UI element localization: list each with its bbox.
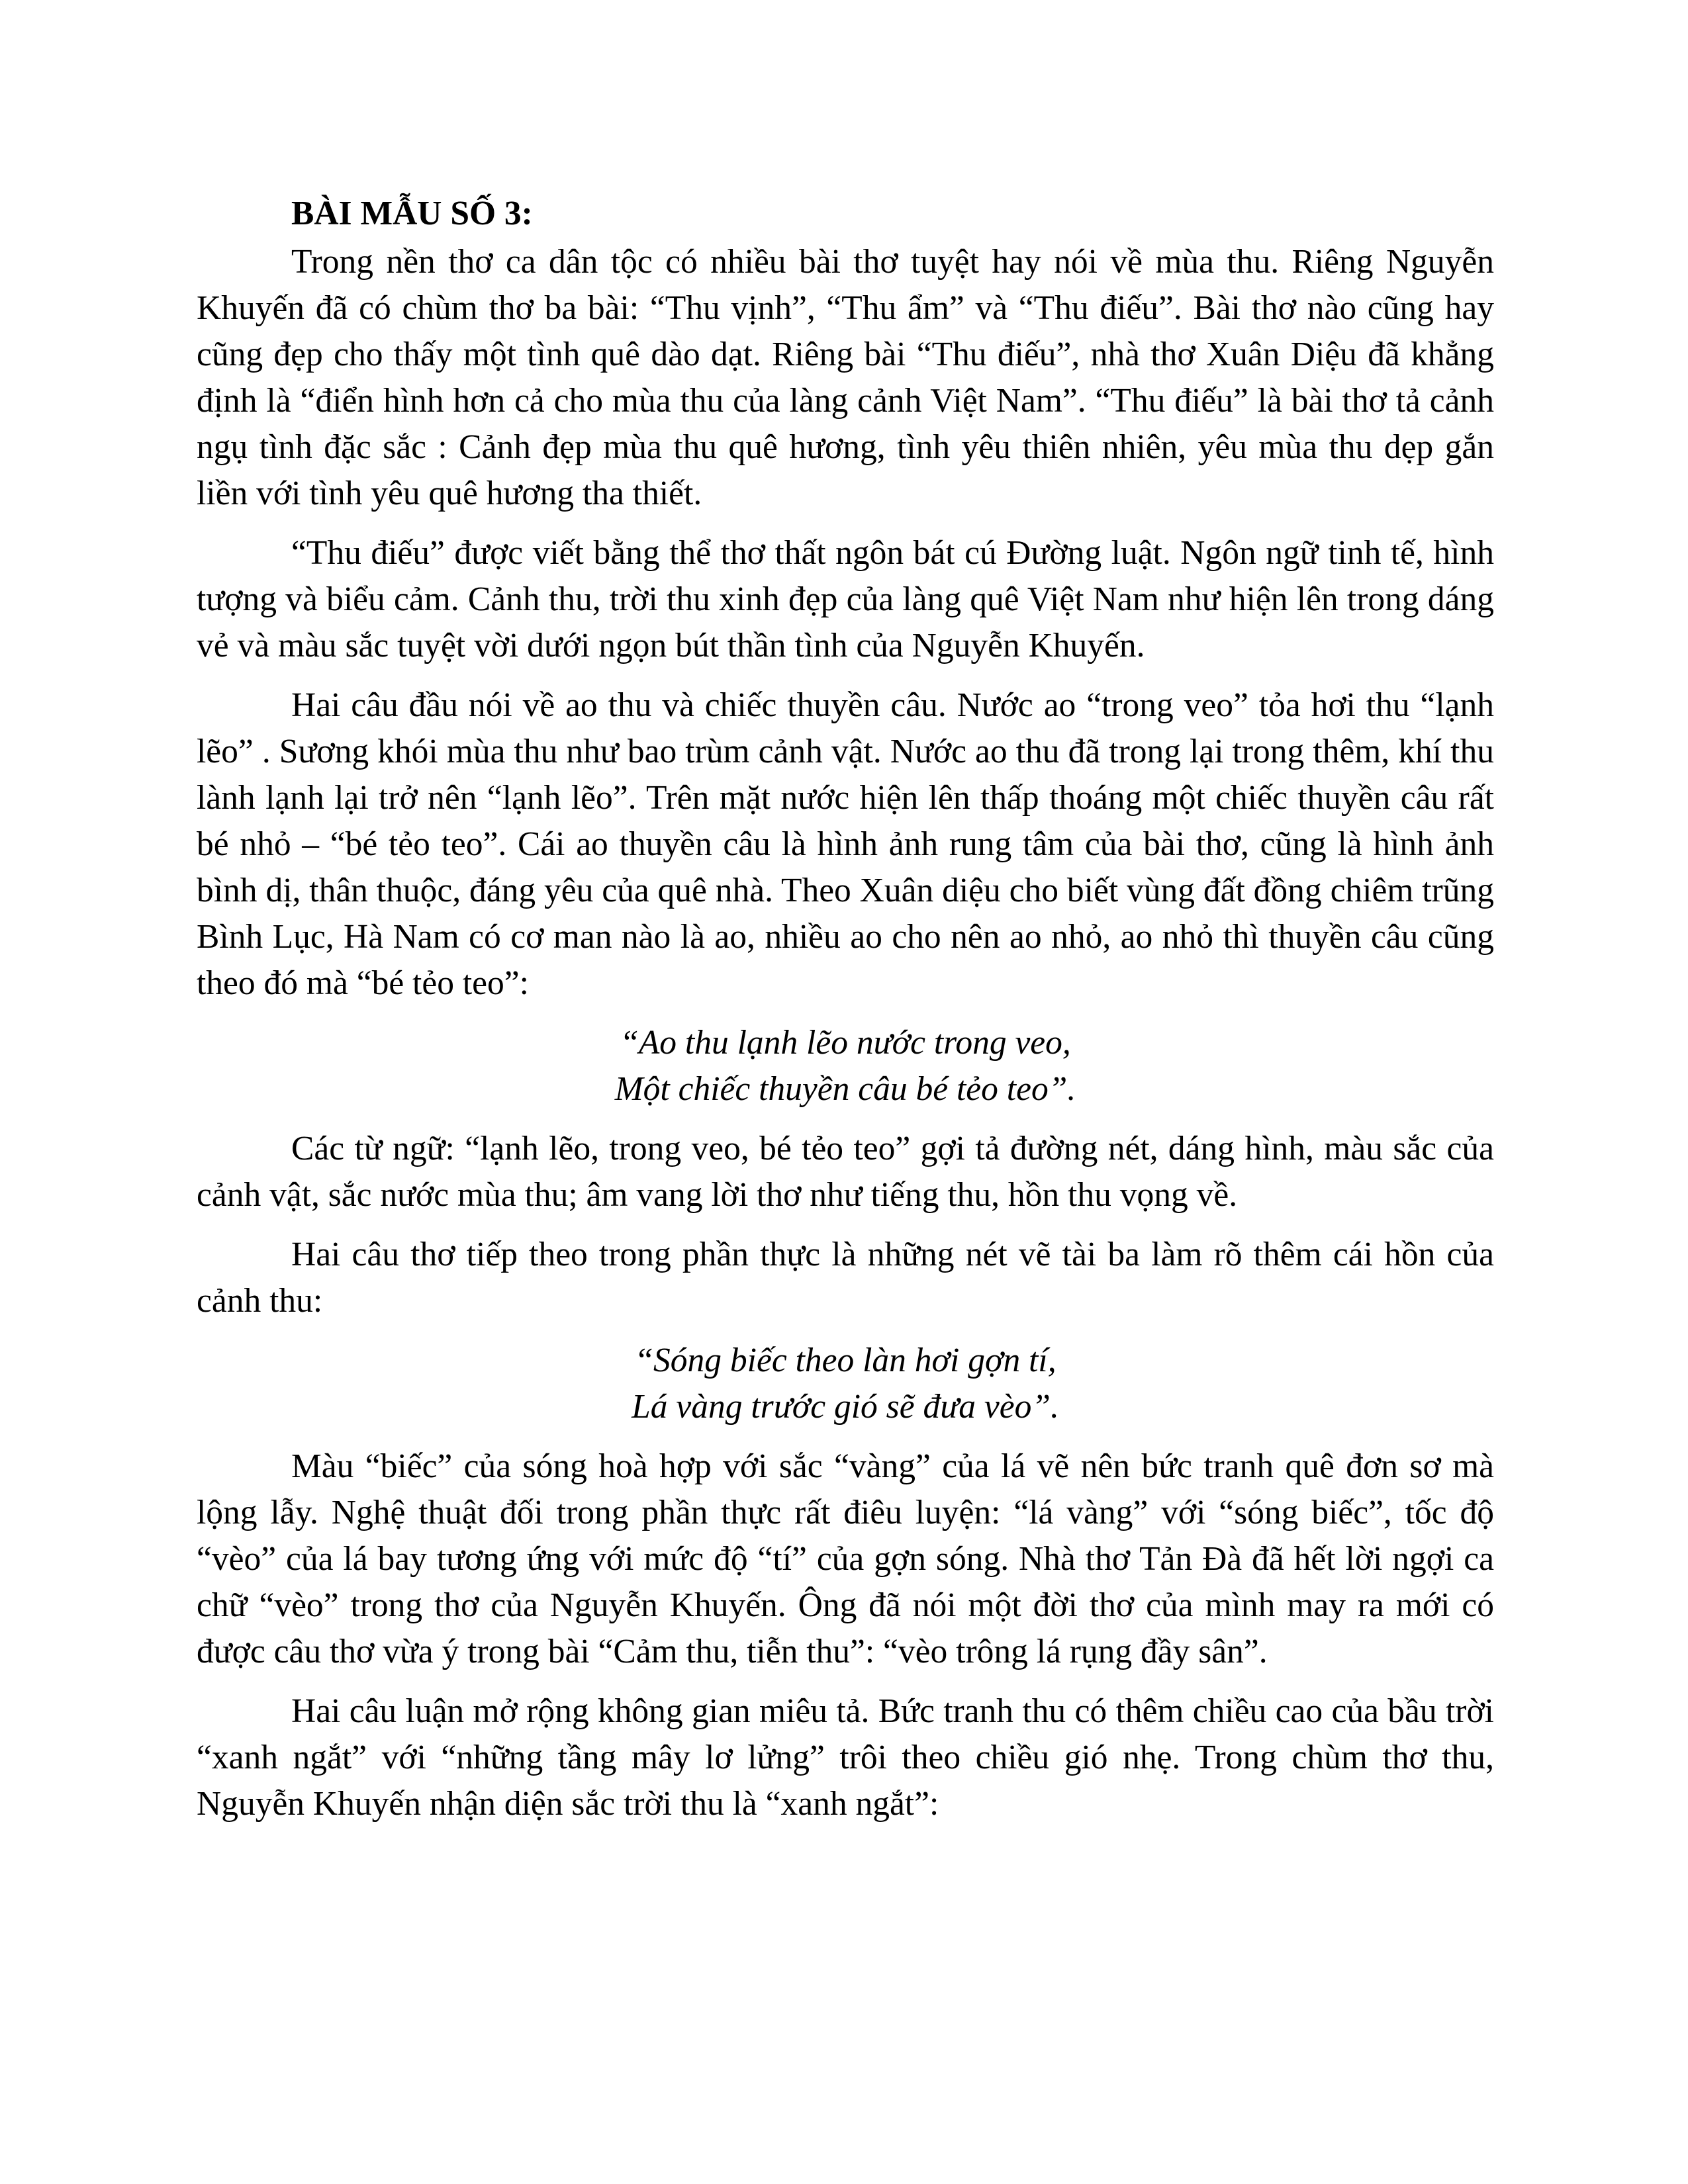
poem-line: “Sóng biếc theo làn hơi gợn tí, <box>634 1342 1056 1379</box>
paragraph-form: “Thu điếu” được viết bằng thể thơ thất ngôn bát cú Đường luật. Ngôn ngữ tinh tế, hình tượng và biểu cảm. Cảnh thu, trời thu xinh đẹp của làng quê Việt Nam như hiện lên trong dáng vẻ và màu sắc tuyệt vời dưới ngọn bút thần tình của Nguyễn Khuyến. <box>197 534 1494 664</box>
poem-line: Lá vàng trước gió sẽ đưa vèo”. <box>632 1388 1059 1426</box>
paragraph-intro: Trong nền thơ ca dân tộc có nhiều bài thơ tuyệt hay nói về mùa thu. Riêng Nguyễn Khuyến đã có chùm thơ ba bài: “Thu vịnh”, “Thu ẩm” và “Thu điếu”. Bài thơ nào cũng hay cũng đẹp cho thấy một tình quê dào dạt. Riêng bài “Thu điếu”, nhà thơ Xuân Diệu đã khẳng định là “điển hình hơn cả cho mùa thu của làng cảnh Việt Nam”. “Thu điếu” là bài thơ tả cảnh ngụ tình đặc sắc : Cảnh đẹp mùa thu quê hương, tình yêu thiên nhiên, yêu mùa thu dẹp gắn liền với tình yêu quê hương tha thiết. <box>197 243 1494 512</box>
document-body <box>197 191 1494 1841</box>
poem-line: Một chiếc thuyền câu bé tẻo teo”. <box>614 1070 1076 1108</box>
paragraph-second-couplet-intro: Hai câu thơ tiếp theo trong phần thực là những nét vẽ tài ba làm rõ thêm cái hồn của cảnh thu: <box>197 1236 1494 1320</box>
poem-quote-1 <box>197 1020 1494 1113</box>
paragraph-sky-analysis: Hai câu luận mở rộng không gian miêu tả. Bức tranh thu có thêm chiều cao của bầu trời “xanh ngắt” với “những tầng mây lơ lửng” trôi theo chiều gió nhẹ. Trong chùm thơ thu, Nguyễn Khuyến nhận diện sắc trời thu là “xanh ngắt”: <box>197 1692 1494 1823</box>
paragraph-word-analysis: Các từ ngữ: “lạnh lẽo, trong veo, bé tẻo teo” gợi tả đường nét, dáng hình, màu sắc của cảnh vật, sắc nước mùa thu; âm vang lời thơ như tiếng thu, hồn thu vọng về. <box>197 1130 1494 1214</box>
paragraph-first-couplet: Hai câu đầu nói về ao thu và chiếc thuyền câu. Nước ao “trong veo” tỏa hơi thu “lạnh lẽo” . Sương khói mùa thu như bao trùm cảnh vật. Nước ao thu đã trong lại trong thêm, khí thu lành lạnh lại trở nên “lạnh lẽo”. Trên mặt nước hiện lên thấp thoáng một chiếc thuyền câu rất bé nhỏ – “bé tẻo teo”. Cái ao thuyền câu là hình ảnh rung tâm của bài thơ, cũng là hình ảnh bình dị, thân thuộc, đáng yêu của quê nhà. Theo Xuân diệu cho biết vùng đất đồng chiêm trũng Bình Lục, Hà Nam có cơ man nào là ao, nhiều ao cho nên ao nhỏ, ao nhỏ thì thuyền câu cũng theo đó mà “bé tẻo teo”: <box>197 686 1494 1002</box>
document-heading: BÀI MẪU SỐ 3: <box>291 195 533 232</box>
paragraph-color-analysis: Màu “biếc” của sóng hoà hợp với sắc “vàng” của lá vẽ nên bức tranh quê đơn sơ mà lộng lẫy. Nghệ thuật đối trong phần thực rất điêu luyện: “lá vàng” với “sóng biếc”, tốc độ “vèo” của lá bay tương ứng với mức độ “tí” của gợn sóng. Nhà thơ Tản Đà đã hết lời ngợi ca chữ “vèo” trong thơ của Nguyễn Khuyến. Ông đã nói một đời thơ của mình may ra mới có được câu thơ vừa ý trong bài “Cảm thu, tiễn thu”: “vèo trông lá rụng đầy sân”. <box>197 1447 1494 1670</box>
poem-line: “Ao thu lạnh lẽo nước trong veo, <box>620 1024 1071 1062</box>
poem-quote-2 <box>197 1338 1494 1430</box>
